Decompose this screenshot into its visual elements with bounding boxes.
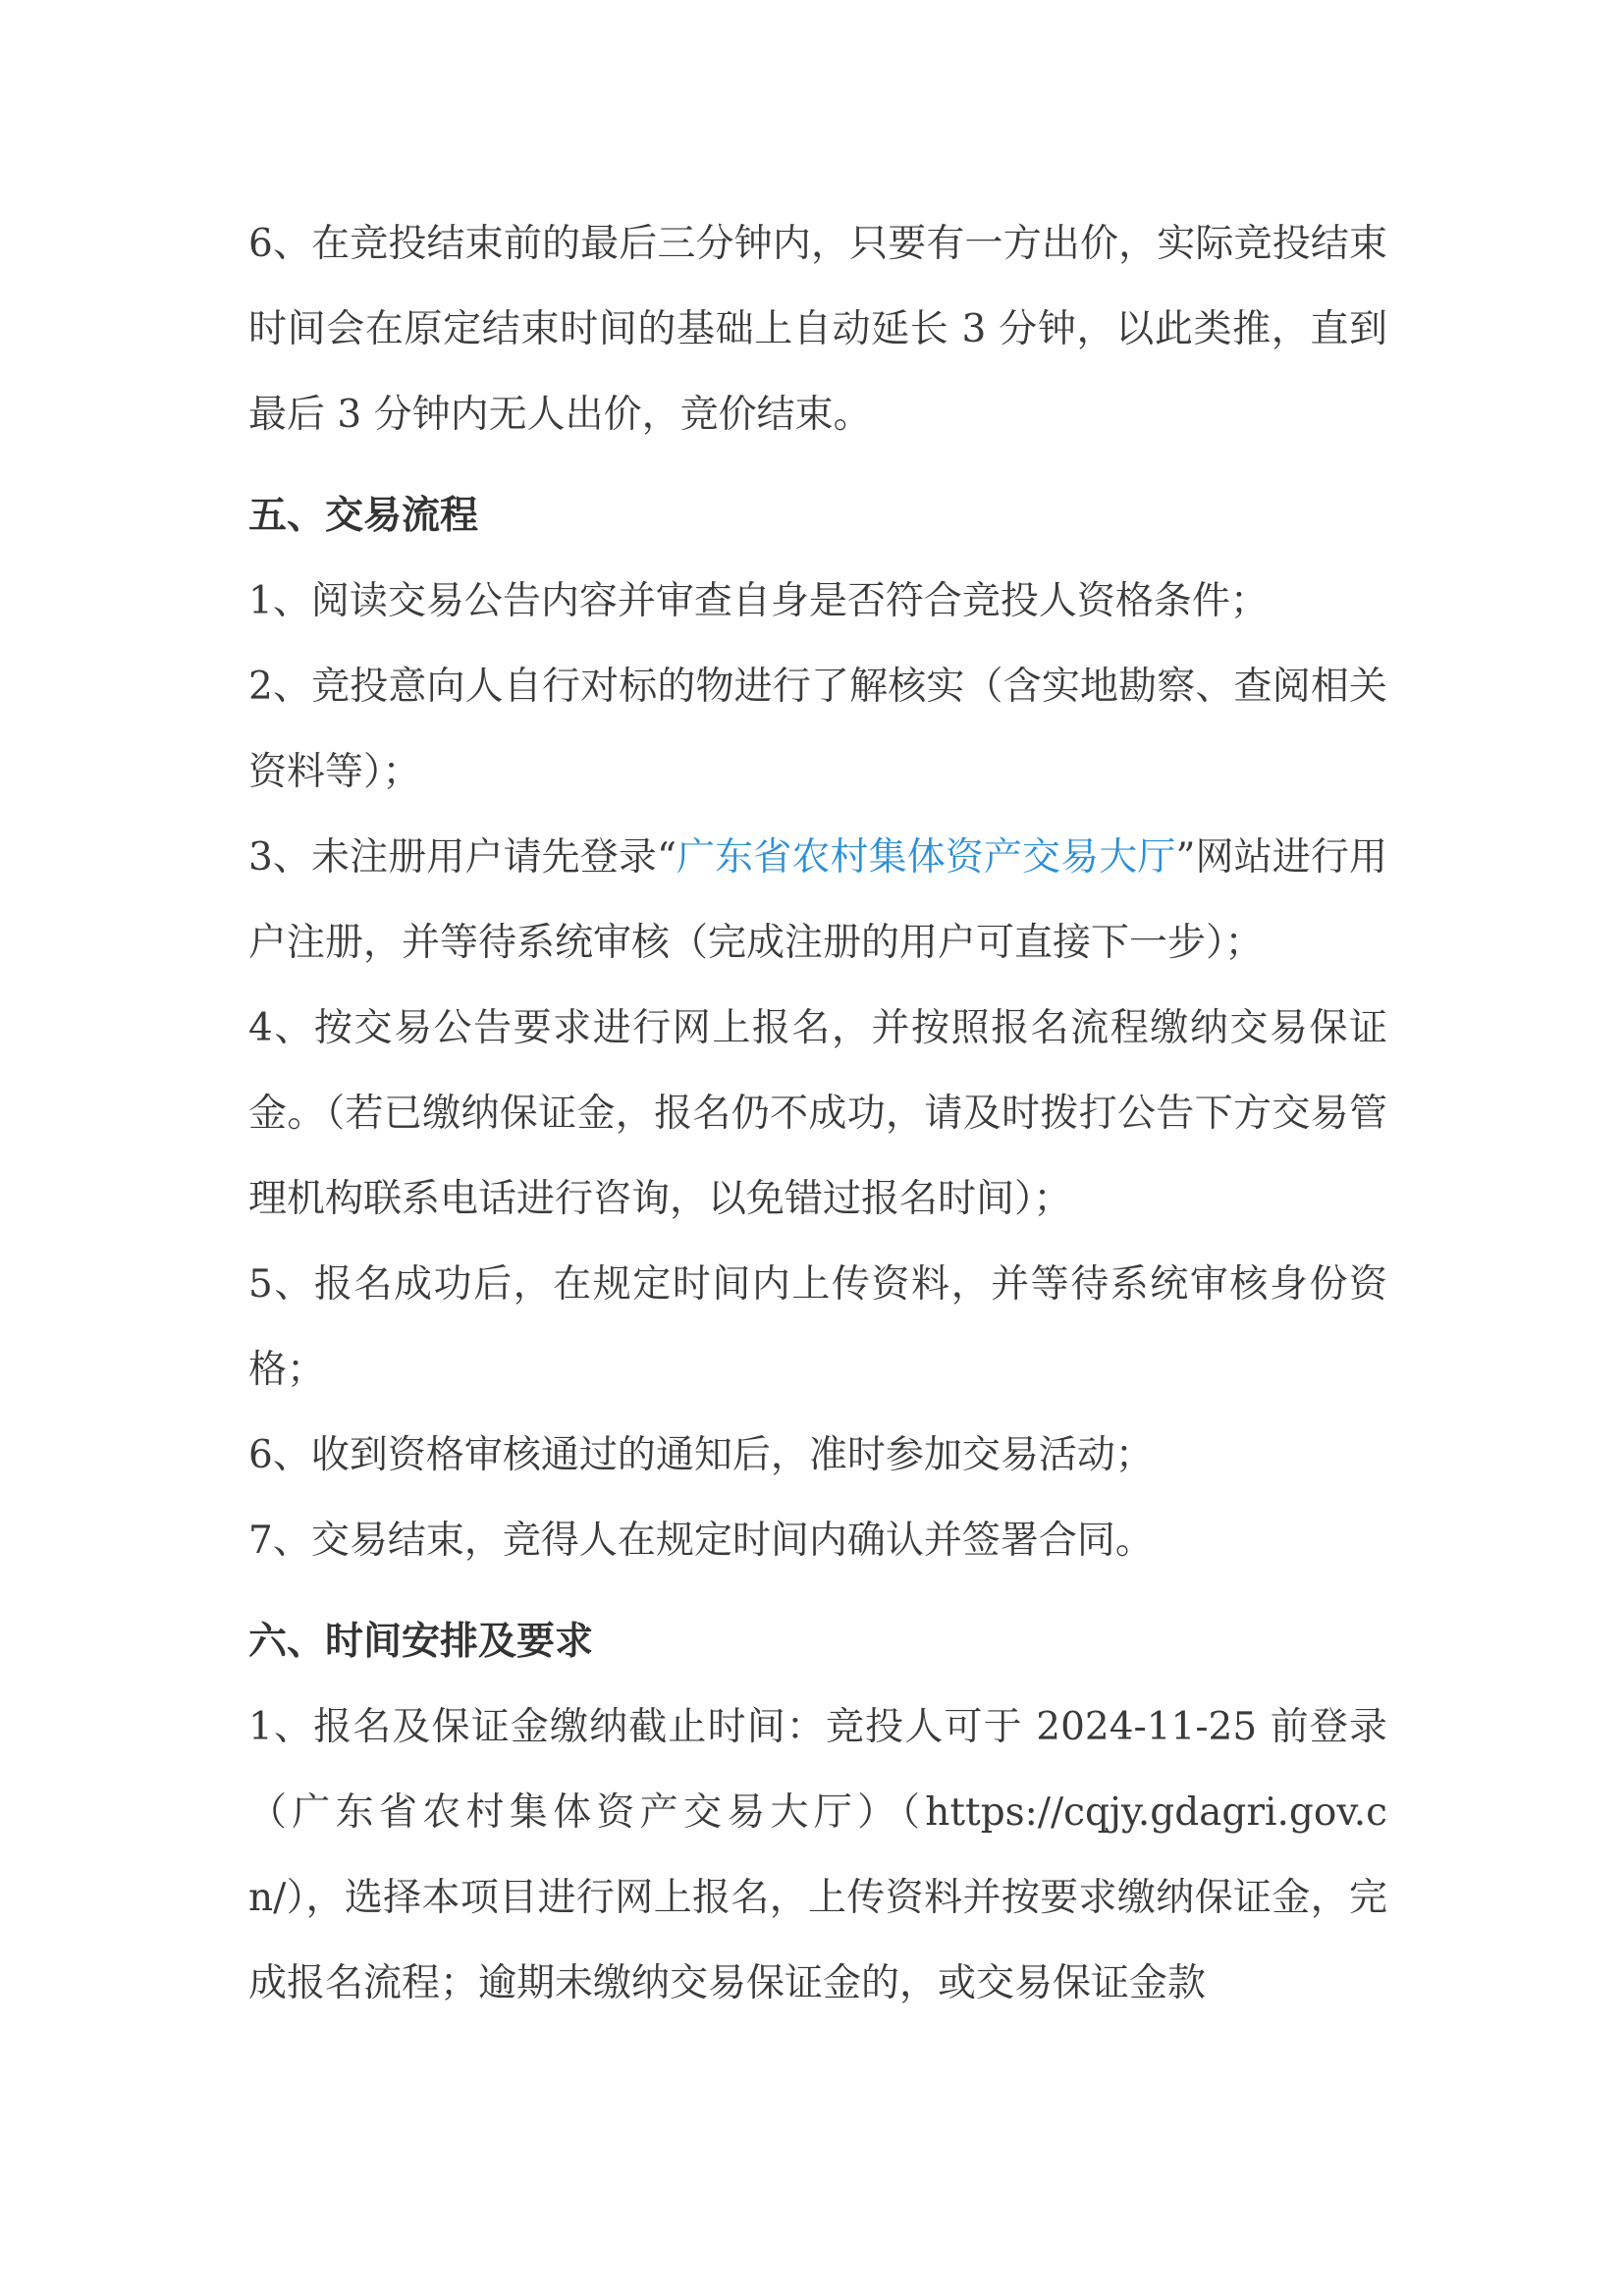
process-step-1: 1、阅读交易公告内容并审查自身是否符合竞投人资格条件； <box>248 579 1269 623</box>
process-step-3 <box>248 815 1387 986</box>
schedule-item-1: 1、报名及保证金缴纳截止时间：竞投人可于 2024-11-25 前登录（广东省农村集体资产交易大厅）（https://cqjy.gdagri.gov.cn/），选择本项目进行网上报名，上传资料并按要求缴纳保证金，完成报名流程；逾期未缴纳交易保证金的，或交易保证金款 <box>248 1705 1387 2005</box>
process-step-2: 2、竞投意向人自行对标的物进行了解核实（含实地勘察、查阅相关资料等）； <box>248 665 1387 794</box>
trading-hall-link[interactable]: 广东省农村集体资产交易大厅 <box>676 835 1176 880</box>
section-title-transaction-process: 五、交易流程 <box>248 494 479 538</box>
document-page <box>248 201 1387 2026</box>
section-title-schedule: 六、时间安排及要求 <box>248 1620 594 1664</box>
process-step-3-suffix: ”网站进行用户注册，并等待系统审核（完成注册的用户可直接下一步）； <box>248 835 1387 965</box>
process-step-7: 7、交易结束，竞得人在规定时间内确认并签署合同。 <box>248 1519 1154 1563</box>
process-step-4: 4、按交易公告要求进行网上报名，并按照报名流程缴纳交易保证金。（若已缴纳保证金，报名仍不成功，请及时拨打公告下方交易管理机构联系电话进行咨询，以免错过报名时间）； <box>248 1006 1387 1221</box>
process-step-5: 5、报名成功后，在规定时间内上传资料，并等待系统审核身份资格； <box>248 1262 1387 1392</box>
auction-extension-rule: 6、在竞投结束前的最后三分钟内，只要有一方出价，实际竞投结束时间会在原定结束时间的基础上自动延长 3 分钟，以此类推，直到最后 3 分钟内无人出价，竞价结束。 <box>248 222 1387 437</box>
process-step-3-prefix: 3、未注册用户请先登录“ <box>248 835 677 880</box>
process-step-6: 6、收到资格审核通过的通知后，准时参加交易活动； <box>248 1433 1154 1477</box>
